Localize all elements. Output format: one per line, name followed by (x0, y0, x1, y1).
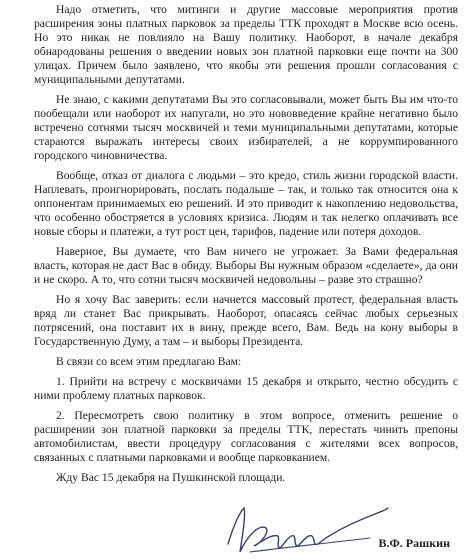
paragraph-proposal-intro: В связи со всем этим предлагаю Вам: (56, 355, 242, 368)
paragraph-deputies: Не знаю, с какими депутатами Вы это согласовывали, может быть Вы им что-то пообещали или наоборот их напугали, но это нововведение крайне негативно было встречено сотнями тысяч москвичей и теми муниципальными депутатами, которые стараются выражать интересы своих избирателей, а не коррумпированного городского чиновничества. (34, 93, 458, 162)
paragraph-protests: Надо отметить, что митинги и другие массовые мероприятия против расширения зоны платных парковок за пределы ТТК проходят в Москве всю осень. Но это никак не повлияло на Вашу политику. Наоборот, в начале декабря обнародованы решения о введении новых зон платной парковки еще почти на 300 улицах. Причем было заявлено, что якобы эти решения прошли согласования с муниципальными депутатами. (34, 3, 458, 86)
proposal-item-1: 1. Прийти на встречу с москвичами 15 декабря и открыто, честно обсудить с ними проблему платных парковок. (34, 375, 458, 402)
paragraph-warning: Но я хочу Вас заверить: если начнется массовый протест, федеральная власть вряд ли станет Вас прикрывать. Наоборот, опасаясь сейчас любых серьезных потрясений, она поставит их в вину, прежде всего, Вам. Ведь на кону выборы в Государственную Думу, а там – и выборы Президента. (34, 293, 458, 348)
signer-name: В.Ф. Рашкин (378, 536, 450, 550)
letter-body (34, 3, 458, 491)
handwritten-signature (220, 494, 390, 558)
signature-block (34, 494, 458, 558)
paragraph-dialogue: Вообще, отказ от диалога с людьми – это кредо, стиль жизни городской власти. Наплевать, проигнорировать, послать подальше – так, и только так относится она к оппонентам принимаемых ею решений. И это приводит к накоплению недовольства, что особенно обостряется в условиях кризиса. Людям и так нелегко оплачивать все новые сборы и платежи, а тут рост цен, тарифов, падение или потеря доходов. (34, 169, 458, 238)
proposal-item-2: 2. Пересмотреть свою политику в этом вопросе, отменить решение о расширении зон платной парковки за пределы ТТК, перестать чинить препоны автомобилистам, ввести процедуру согласования с жителями всех вопросов, связанных с платными парковками и вообще парковканием. (34, 409, 458, 464)
paragraph-closing: Жду Вас 15 декабря на Пушкинской площади. (56, 471, 286, 484)
paragraph-federal-power: Наверное, Вы думаете, что Вам ничего не угрожает. За Вами федеральная власть, которая не даст Вас в обиду. Выборы Вы нужным образом «сделаете», да они и не скоро. А то, что сотни тысяч москвичей недовольны – разве это страшно? (34, 245, 458, 286)
